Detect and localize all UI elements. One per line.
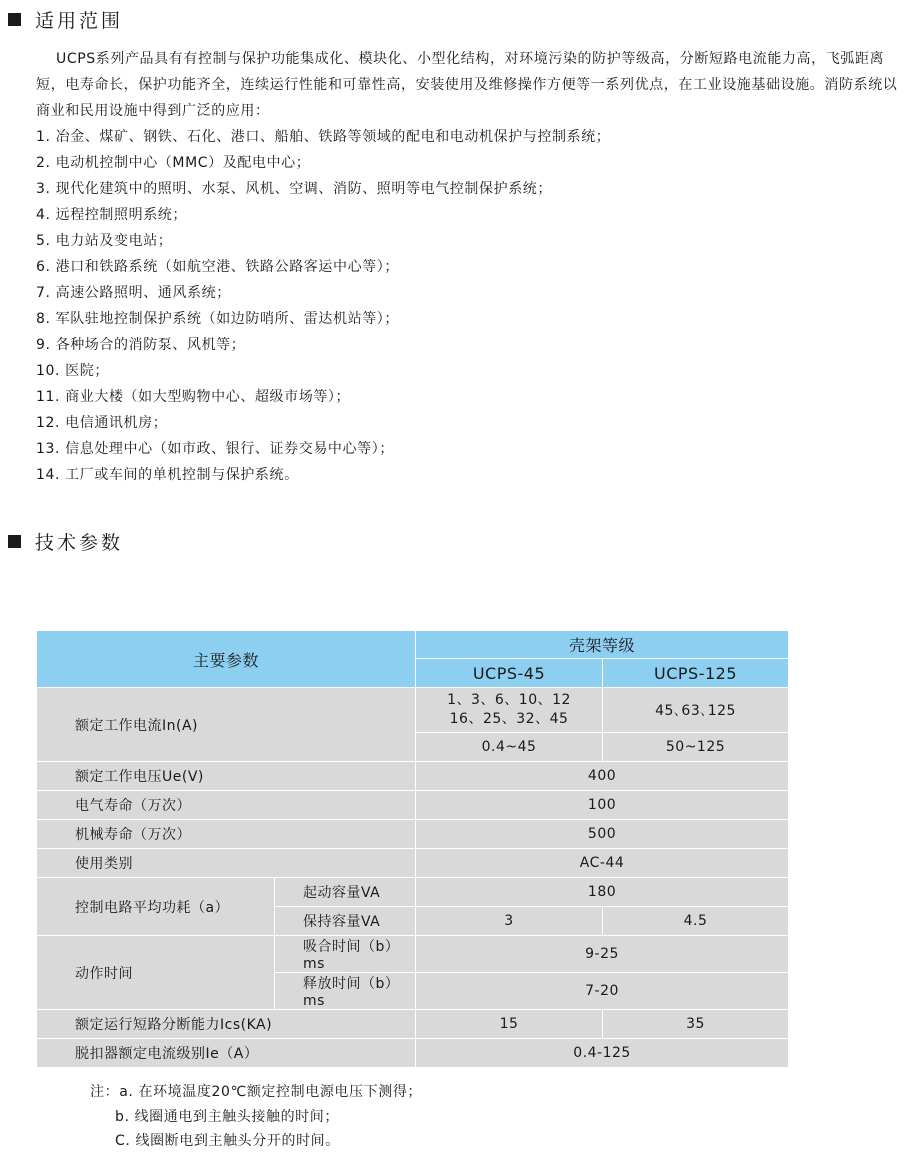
list-item: 8. 军队驻地控制保护系统（如边防哨所、雷达机站等）； [36,311,400,327]
list-item: 4. 远程控制照明系统； [36,207,188,223]
intro-paragraph: UCPS系列产品具有有控制与保护功能集成化、模块化、小型化结构，对环境污染的防护等级高，分断短路电流能力高，飞弧距离短，电寿命长，保护功能齐全，连续运行性能和可靠性高，安装使用及维修操作方便等一系列优点，在工业设施基础设施。消防系统以商业和民用设施中得到广泛的应用： [36,51,898,119]
electrical-life-value: 100 [416,791,789,820]
footnotes [90,1080,422,1154]
list-item: 5. 电力站及变电站； [36,233,173,249]
trip-current-value: 0.4-125 [416,1039,789,1068]
list-item: 11. 商业大楼（如大型购物中心、超级市场等）； [36,389,351,405]
trip-current-label: 脱扣器额定电流级别Ie（A） [37,1039,416,1068]
section-heading-application [8,6,123,33]
tech-params-table [36,630,789,1068]
rated-current-range-ucps-125: 50~125 [603,733,789,762]
breaking-capacity-ucps-45: 15 [416,1010,603,1039]
breaking-capacity-label: 额定运行短路分断能力Ics(KA) [37,1010,416,1039]
rated-current-range-ucps-45: 0.4~45 [416,733,603,762]
list-item: 10. 医院； [36,363,109,379]
section-title: 技术参数 [35,532,124,554]
header-frame-grade: 壳架等级 [416,631,789,659]
list-item: 2. 电动机控制中心（MMC）及配电中心； [36,155,311,171]
rated-voltage-label: 额定工作电压Ue(V) [37,762,416,791]
start-capacity-label: 起动容量VA [275,878,416,907]
start-capacity-value: 180 [416,878,789,907]
hold-capacity-label: 保持容量VA [275,907,416,936]
rated-current-label: 额定工作电流In(A) [37,688,416,762]
list-item: 12. 电信通讯机房； [36,415,168,431]
list-item: 14. 工厂或车间的单机控制与保护系统。 [36,467,299,483]
rated-voltage-value: 400 [416,762,789,791]
section-heading-tech-params [8,528,123,555]
application-scope-text [36,46,908,488]
application-list [36,124,908,488]
list-item: 1. 冶金、煤矿、钢铁、石化、港口、船舶、铁路等领域的配电和电动机保护与控制系统； [36,129,611,145]
rated-current-ucps-45 [416,688,603,733]
mechanical-life-value: 500 [416,820,789,849]
note-b: b. 线圈通电到主触头接触的时间； [115,1108,339,1125]
list-item: 9. 各种场合的消防泵、风机等； [36,337,246,353]
usage-category-value: AC-44 [416,849,789,878]
action-time-label: 动作时间 [37,936,275,1010]
breaking-capacity-ucps-125: 35 [603,1010,789,1039]
header-ucps-45: UCPS-45 [416,659,603,688]
note-c: C. 线圈断电到主触头分开的时间。 [115,1133,340,1149]
hold-capacity-ucps-125: 4.5 [603,907,789,936]
list-item: 7. 高速公路照明、通风系统； [36,285,231,301]
electrical-life-label: 电气寿命（万次） [37,791,416,820]
square-bullet-icon [8,13,21,26]
header-ucps-125: UCPS-125 [603,659,789,688]
rated-current-values-line1: 1、3、6、10、12 [447,692,571,708]
release-time-value: 7-20 [416,973,789,1010]
close-time-label: 吸合时间（b）ms [275,936,416,973]
rated-current-ucps-125: 45､63､125 [603,688,789,733]
section-title: 适用范围 [35,10,124,32]
list-item: 6. 港口和铁路系统（如航空港、铁路公路客运中心等）； [36,259,400,275]
list-item: 13. 信息处理中心（如市政、银行、证券交易中心等）； [36,441,394,457]
rated-current-values-line2: 16、25、32、45 [449,711,569,727]
square-bullet-icon [8,535,21,548]
usage-category-label: 使用类别 [37,849,416,878]
mechanical-life-label: 机械寿命（万次） [37,820,416,849]
header-main-params: 主要参数 [37,631,416,688]
hold-capacity-ucps-45: 3 [416,907,603,936]
release-time-label: 释放时间（b）ms [275,973,416,1010]
list-item: 3. 现代化建筑中的照明、水泵、风机、空调、消防、照明等电气控制保护系统； [36,181,553,197]
note-a: 注：a. 在环境温度20℃额定控制电源电压下测得； [90,1084,423,1100]
power-consumption-label: 控制电路平均功耗（a） [37,878,275,936]
close-time-value: 9-25 [416,936,789,973]
